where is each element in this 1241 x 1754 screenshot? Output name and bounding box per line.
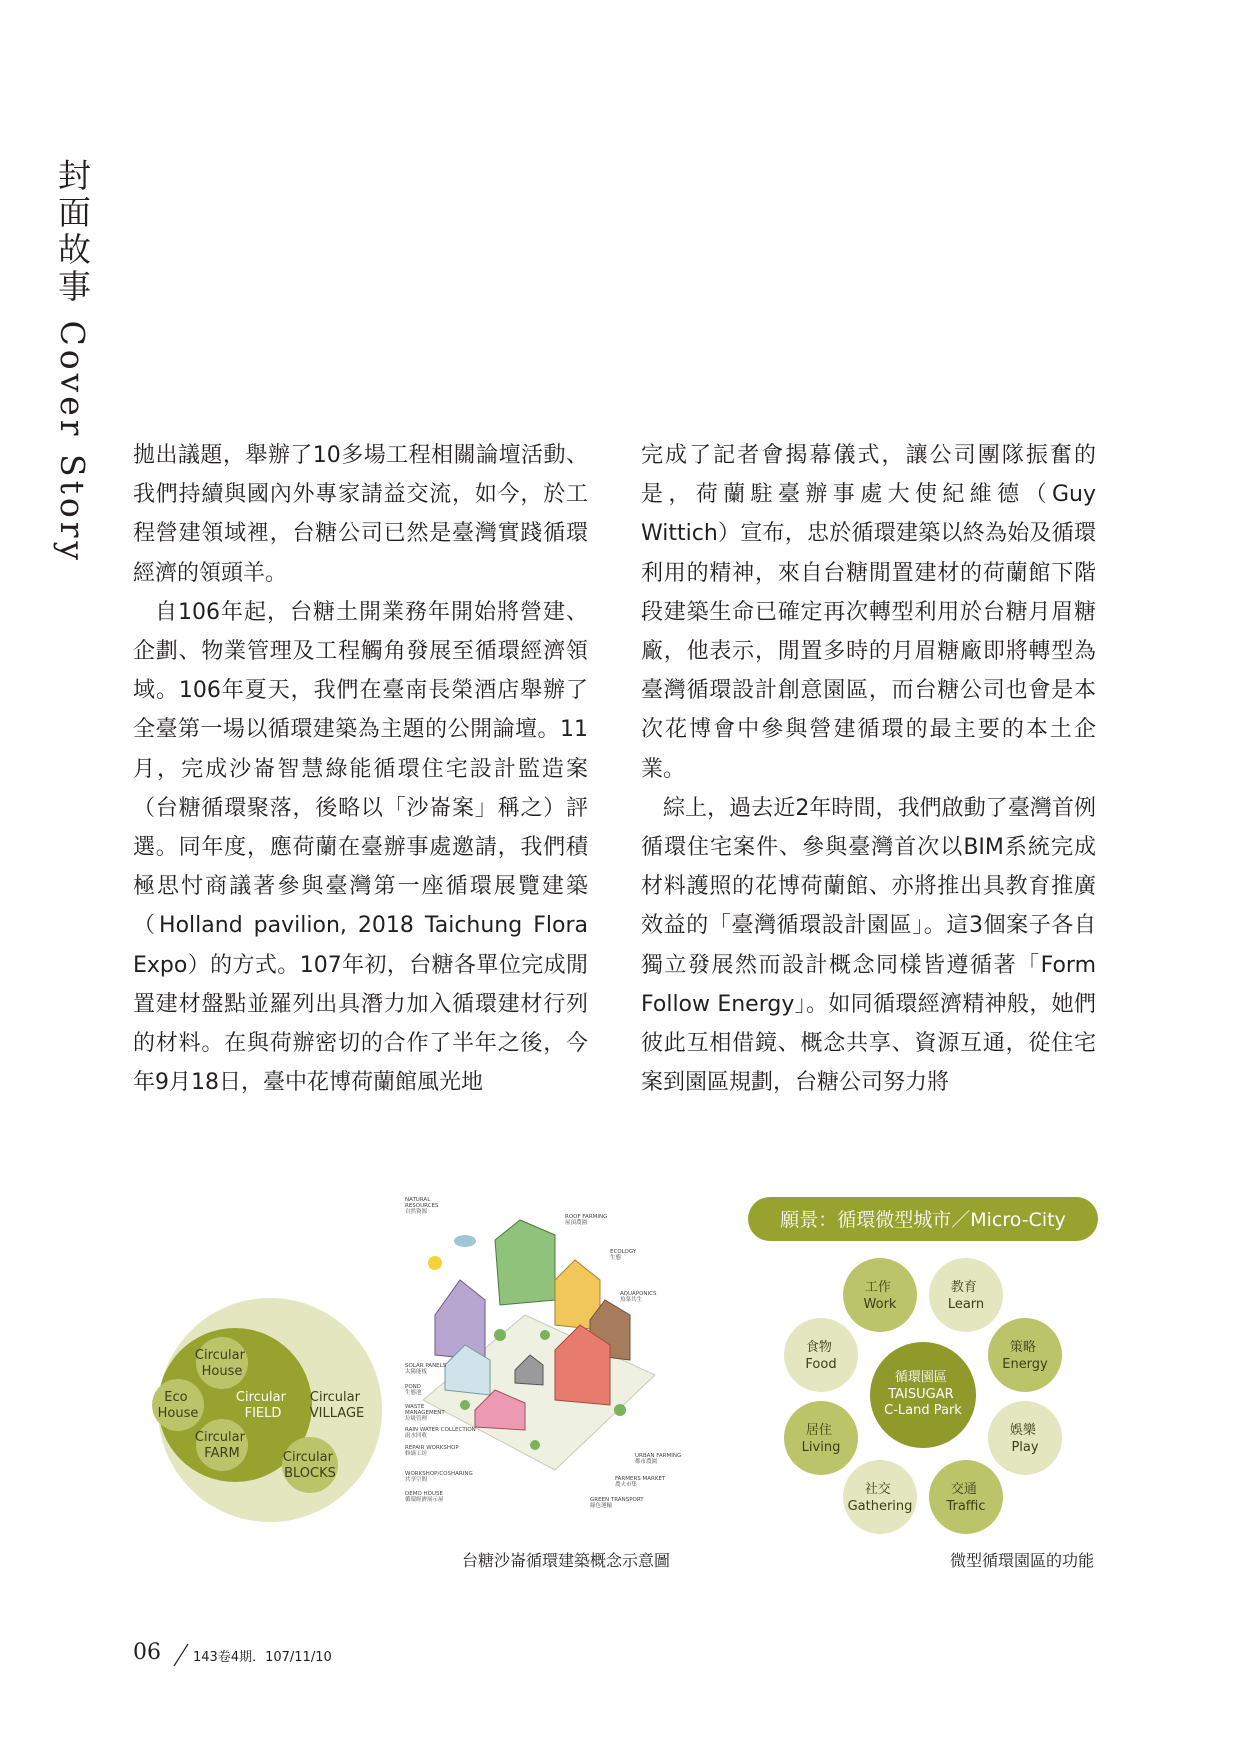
isometric-village-illustration (405, 1197, 695, 1530)
label: 都市農園 (635, 1459, 658, 1465)
svg-text:POND生態池 (405, 1384, 422, 1396)
label: URBAN FARMING (635, 1453, 682, 1459)
banner-text: 願景：循環微型城市／Micro-City (780, 1209, 1066, 1231)
label: 魚菜共生 (620, 1297, 643, 1303)
learn-label: Learn (947, 1297, 985, 1312)
label: GREEN TRANSPORT (590, 1497, 644, 1503)
label: MANAGEMENT (405, 1410, 445, 1416)
energy-node (988, 1318, 1062, 1392)
label: 共享空間 (405, 1477, 428, 1483)
label: RESOURCES (405, 1203, 439, 1209)
living-node (784, 1401, 858, 1475)
learn-label: 教育 (950, 1280, 977, 1295)
label: 生態池 (405, 1390, 422, 1396)
svg-text:Circular VILLAGE (310, 1390, 364, 1421)
cloud-icon (454, 1235, 476, 1247)
green-house (495, 1220, 555, 1305)
figure-caption: 台糖沙崙循環建築概念示意圖 (462, 1551, 671, 1570)
label: 循環經濟展示屋 (405, 1497, 444, 1503)
svg-text:FARMERS MARKET農夫市集 (615, 1476, 666, 1488)
micro-city-diagram (740, 1195, 1100, 1545)
living-label: Living (801, 1440, 841, 1455)
svg-text:Circular House (195, 1348, 249, 1379)
gathering-label: 社交 (864, 1482, 891, 1497)
tree (540, 1330, 550, 1340)
circular-field-label: FIELD (244, 1406, 282, 1421)
label: AQUAPONICS (620, 1291, 657, 1297)
svg-text:RAIN WATER COLLECTION雨水回收 (405, 1427, 476, 1439)
svg-text:SOLAR PANELS太陽能板 (405, 1363, 447, 1375)
play-node (988, 1401, 1062, 1475)
energy-label: Energy (1002, 1357, 1048, 1372)
play-label: 娛樂 (1009, 1423, 1036, 1438)
label: RAIN WATER COLLECTION (405, 1427, 476, 1433)
label: 農夫市集 (615, 1482, 638, 1488)
paragraph: 完成了記者會揭幕儀式，讓公司團隊振奮的是，荷蘭駐臺辦事處大使紀維德（Guy Wittich）宣布，忠於循環建築以終為始及循環利用的精神，來自台糖閒置建材的荷蘭館下階段建築生命已確定再次轉型利用於台糖月眉糖廠，他表示，閒置多時的月眉糖廠即將轉型為臺灣循環設計創意園區，而台糖公司也會是本次花博會中參與營建循環的最主要的本土企業。 (641, 443, 1096, 782)
label: POND (405, 1384, 421, 1390)
section-title: 封面故事 Cover Story (53, 158, 92, 565)
page-number: 06 (133, 1640, 161, 1665)
label: NATURAL (405, 1197, 431, 1203)
label: ECOLOGY (610, 1249, 637, 1255)
food-label: Food (805, 1357, 837, 1372)
label: WORKSHOP/COSHARING (405, 1471, 473, 1477)
svg-text:NATURALRESOURCES自然資源 (405, 1197, 439, 1215)
blocks-circle (282, 1437, 338, 1493)
circular-house-circle (196, 1337, 248, 1389)
circular-blocks-label: Circular (282, 1450, 333, 1465)
label: REPAIR WORKSHOP (405, 1445, 459, 1451)
article-column-right (641, 436, 1096, 1102)
svg-text:循環園區 TAISUGAR C-Land P (884, 1370, 962, 1418)
learn-node (929, 1258, 1003, 1332)
svg-text:AQUAPONICS魚菜共生 (620, 1291, 657, 1303)
circular-house-label: Circular (194, 1348, 245, 1363)
label: DEMO HOUSE (405, 1491, 443, 1497)
label: SOLAR PANELS (405, 1363, 447, 1369)
living-label: 居住 (805, 1423, 832, 1438)
eco-house-label: Eco (164, 1390, 188, 1405)
svg-text:GREEN TRANSPORT綠色運輸 (590, 1497, 644, 1509)
svg-text:DEMO HOUSE循環經濟展示屋 (405, 1491, 444, 1503)
label: 屋頂農園 (565, 1220, 588, 1226)
slash-divider-icon (171, 1642, 191, 1668)
tree (614, 1404, 626, 1416)
paragraph: 綜上，過去近2年時間，我們啟動了臺灣首例循環住宅案件、參與臺灣首次以BIM系統完成材料護照的花博荷蘭館、亦將推出具教育推廣效益的「臺灣循環設計園區」。這3個案子各自獨立發展然而設計概念同樣皆遵循著「Form Follow Energy」。如同循環經濟精神般，她們彼此互相借鏡、概念共享、資源互通，從住宅案到園區規劃，台糖公司努力將 (641, 795, 1096, 1096)
circular-farm-label: Circular (194, 1430, 245, 1445)
circular-field-label: Circular (235, 1390, 286, 1405)
work-node (843, 1258, 917, 1332)
svg-text:REPAIR WORKSHOP修繕工坊 (405, 1445, 459, 1457)
label: ROOF FARMING (565, 1214, 608, 1220)
svg-text:URBAN FARMING都市農園 (635, 1453, 681, 1465)
circular-farm-circle (196, 1419, 248, 1471)
circular-house-label: House (201, 1364, 243, 1379)
label: 修繕工坊 (405, 1451, 428, 1457)
traffic-label: Traffic (946, 1499, 986, 1514)
tree (530, 1440, 540, 1450)
eco-house-label: House (157, 1406, 199, 1421)
figure-caption: 微型循環園區的功能 (950, 1551, 1095, 1570)
label: 綠色運輸 (590, 1503, 613, 1509)
svg-text:ECOLOGY生態 (610, 1249, 637, 1261)
food-label: 食物 (805, 1340, 832, 1355)
circular-blocks-label: BLOCKS (284, 1466, 336, 1481)
svg-text:WORKSHOP/COSHARING共享空間 (405, 1471, 473, 1483)
gathering-label: Gathering (847, 1499, 913, 1514)
tree (494, 1329, 506, 1341)
label: 太陽能板 (405, 1369, 428, 1375)
issue-info: 143卷4期．107/11/10 (193, 1650, 332, 1665)
svg-text:ROOF FARMING屋頂農園 (565, 1214, 607, 1226)
circular-village-label: Circular (309, 1390, 360, 1405)
label: WASTE (405, 1404, 425, 1410)
play-label: Play (1011, 1440, 1039, 1455)
label: 垃圾管理 (405, 1416, 428, 1422)
paragraph: 拋出議題，舉辦了10多場工程相關論壇活動、我們持續與國內外專家請益交流，如今，於工程營建領域裡，台糖公司已然是臺灣實踐循環經濟的領頭羊。 (133, 443, 588, 586)
label: 雨水回收 (405, 1433, 428, 1439)
center-label: TAISUGAR (888, 1387, 954, 1402)
label: 自然資源 (405, 1209, 428, 1215)
purple-house (435, 1280, 485, 1360)
eco-house-circle (152, 1379, 204, 1431)
traffic-label: 交通 (950, 1482, 977, 1497)
circular-levels-diagram (130, 1295, 420, 1525)
food-node (784, 1318, 858, 1392)
article-column-left (133, 436, 588, 1102)
center-label: C-Land Park (884, 1403, 962, 1418)
circular-village-label: VILLAGE (309, 1406, 365, 1421)
label: 生態 (610, 1255, 622, 1261)
circular-farm-label: FARM (204, 1446, 240, 1461)
work-label: Work (863, 1297, 897, 1312)
gathering-node (843, 1460, 917, 1534)
paragraph: 自106年起，台糖土開業務年開始將營建、企劃、物業管理及工程觸角發展至循環經濟領域。106年夏天，我們在臺南長榮酒店舉辦了全臺第一場以循環建築為主題的公開論壇。11月，完成沙崙智慧綠能循環住宅設計監造案（台糖循環聚落，後略以「沙崙案」稱之）評選。同年度，應荷蘭在臺辦事處邀請，我們積極思忖商議著參與臺灣第一座循環展覽建築（Holland pavilion, 2018 Taichung Flora Expo）的方式。107年初，台糖各單位完成閒置建材盤點並羅列出具潛力加入循環建材行列的材料。在與荷辦密切的合作了半年之後，今年9月18日，臺中花博荷蘭館風光地 (133, 599, 588, 1096)
sun-icon (428, 1256, 442, 1270)
tree (460, 1400, 470, 1410)
center-label: 循環園區 (894, 1370, 947, 1385)
energy-label: 策略 (1009, 1340, 1036, 1355)
work-label: 工作 (864, 1280, 891, 1295)
svg-text:Circular BLOCKS (283, 1450, 337, 1481)
label: FARMERS MARKET (615, 1476, 666, 1482)
traffic-node (929, 1460, 1003, 1534)
